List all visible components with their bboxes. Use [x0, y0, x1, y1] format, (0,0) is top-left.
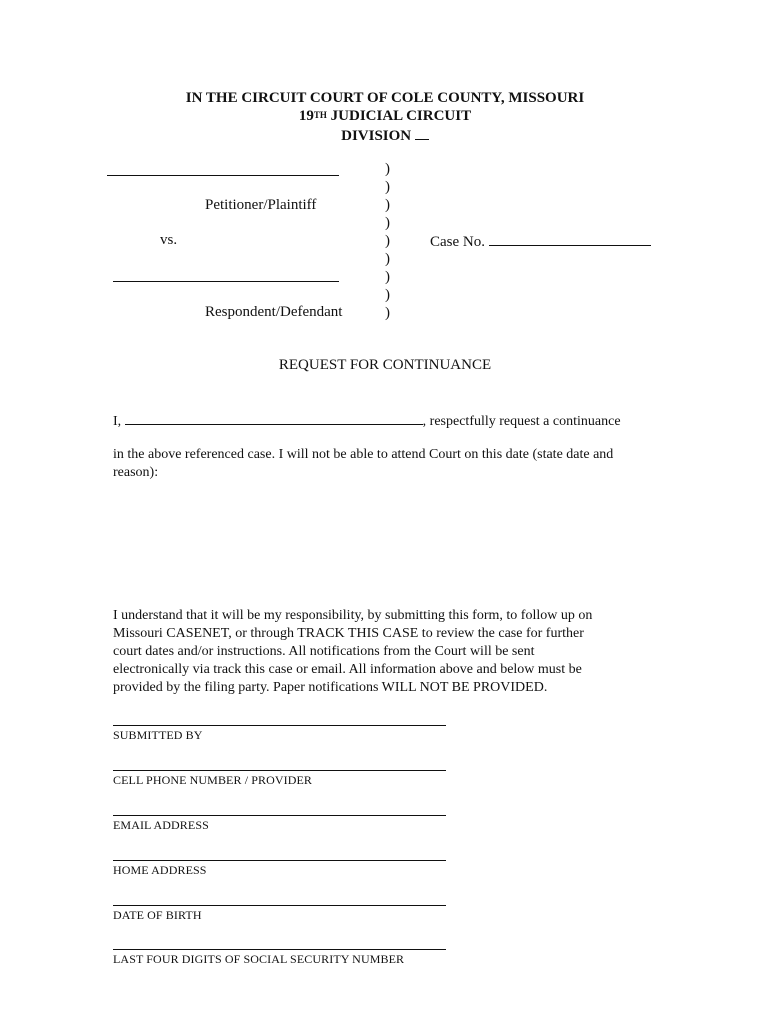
division-label: DIVISION — [341, 128, 412, 144]
case-no-label: Case No. — [430, 234, 485, 250]
case-number-blank[interactable] — [489, 231, 651, 246]
request-line-2: in the above referenced case. I will not be able to attend Court on this date (state date and — [113, 447, 614, 462]
caption-paren: ) — [385, 233, 390, 249]
reason-area[interactable] — [113, 490, 663, 590]
caption-paren: ) — [385, 251, 390, 267]
email-address-line[interactable] — [113, 815, 446, 816]
ssn-last-four-label: LAST FOUR DIGITS OF SOCIAL SECURITY NUMBER — [113, 952, 405, 966]
division-blank[interactable] — [415, 125, 429, 140]
petitioner-label: Petitioner/Plaintiff — [205, 197, 317, 213]
cell-phone-label: CELL PHONE NUMBER / PROVIDER — [113, 773, 313, 787]
respondent-name-blank[interactable] — [113, 267, 339, 282]
respondent-label: Respondent/Defendant — [205, 304, 343, 320]
responsibility-line-5: provided by the filing party. Paper notifications WILL NOT BE PROVIDED. — [113, 680, 548, 695]
ssn-last-four-line[interactable] — [113, 949, 446, 950]
responsibility-line-2: Missouri CASENET, or through TRACK THIS CASE to review the case for further — [113, 626, 584, 641]
responsibility-line-4: electronically via track this case or email. All information above and below must be — [113, 662, 582, 677]
vs-label: vs. — [160, 232, 178, 248]
case-number-row — [430, 231, 651, 251]
division-heading — [0, 125, 770, 145]
responsibility-line-3: court dates and/or instructions. All notifications from the Court will be sent — [113, 644, 535, 659]
circuit-ordinal: TH — [313, 110, 327, 120]
caption-paren: ) — [385, 269, 390, 285]
caption-paren: ) — [385, 287, 390, 303]
caption-paren: ) — [385, 215, 390, 231]
home-address-line[interactable] — [113, 860, 446, 861]
cell-phone-line[interactable] — [113, 770, 446, 771]
circuit-heading — [0, 107, 770, 125]
caption-paren: ) — [385, 197, 390, 213]
request-line-1 — [113, 410, 673, 431]
requester-name-blank[interactable] — [125, 410, 423, 425]
email-address-label: EMAIL ADDRESS — [113, 818, 209, 832]
request-suffix: , respectfully request a continuance — [422, 414, 621, 429]
responsibility-line-1: I understand that it will be my responsibility, by submitting this form, to follow up on — [113, 608, 593, 623]
submitted-by-label: SUBMITTED BY — [113, 728, 203, 742]
home-address-label: HOME ADDRESS — [113, 863, 207, 877]
submitted-by-line[interactable] — [113, 725, 446, 726]
circuit-number: 19 — [298, 108, 314, 124]
request-prefix: I, — [113, 414, 122, 429]
date-of-birth-label: DATE OF BIRTH — [113, 908, 202, 922]
court-heading: IN THE CIRCUIT COURT OF COLE COUNTY, MISSOURI — [185, 90, 585, 106]
circuit-rest: JUDICIAL CIRCUIT — [326, 108, 472, 124]
caption-paren: ) — [385, 161, 390, 177]
caption-paren: ) — [385, 305, 390, 321]
document-title: REQUEST FOR CONTINUANCE — [278, 357, 492, 373]
caption-paren: ) — [385, 179, 390, 195]
date-of-birth-line[interactable] — [113, 905, 446, 906]
petitioner-name-blank[interactable] — [107, 161, 339, 176]
request-line-3: reason): — [113, 465, 159, 480]
